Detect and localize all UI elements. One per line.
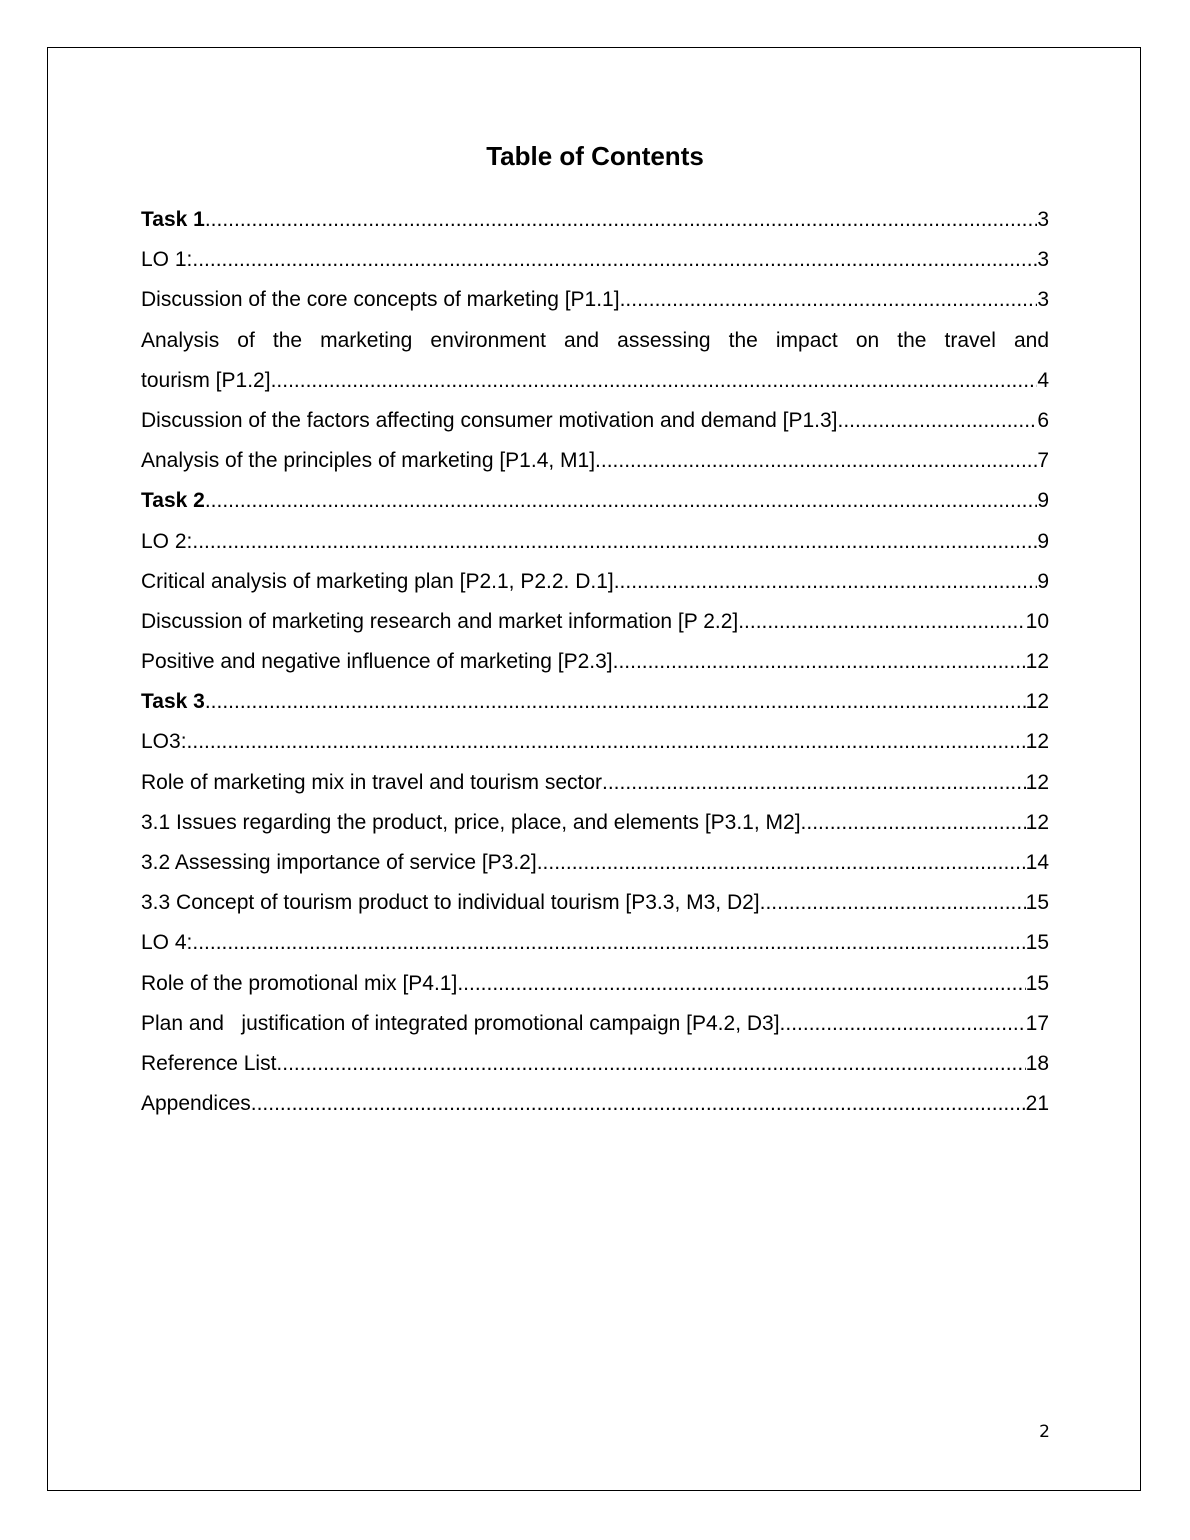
toc-entry-page: 9	[1037, 529, 1049, 553]
toc-entry-label: Appendices	[141, 1092, 251, 1116]
toc-entry-page: 9	[1037, 489, 1049, 513]
toc-entry-page: 12	[1025, 650, 1049, 674]
toc-entry-label: Plan and justification of integrated promotional campaign [P4.2, D3]	[141, 1011, 780, 1035]
toc-entry-label: 3.3 Concept of tourism product to individual tourism [P3.3, M3, D2]	[141, 891, 760, 915]
toc-leader-dots	[620, 280, 1038, 320]
toc-entry-page: 3	[1037, 248, 1049, 272]
toc-leader-dots	[205, 481, 1037, 521]
toc-entry-reference-list[interactable]	[141, 1044, 1049, 1084]
toc-entry-lo-4[interactable]	[141, 923, 1049, 963]
toc-entry-label: Discussion of marketing research and market information [P 2.2]	[141, 609, 739, 633]
toc-leader-dots	[205, 200, 1037, 240]
toc-entry-label: 3.2 Assessing importance of service [P3.2]	[141, 851, 537, 874]
toc-entry-page: 12	[1025, 730, 1049, 754]
toc-entry-principles-of-marketing[interactable]	[141, 441, 1049, 481]
toc-entry-page: 7	[1037, 449, 1049, 473]
toc-entry-label: LO 2:	[141, 529, 193, 553]
toc-entry-label: 3.1 Issues regarding the product, price, place, and elements [P3.1, M2]	[141, 810, 801, 834]
toc-entry-lo-3[interactable]	[141, 722, 1049, 762]
toc-entry-label: Positive and negative influence of marketing [P2.3]	[141, 650, 613, 674]
toc-entry-section-3-1[interactable]	[141, 803, 1049, 843]
toc-entry-page: 9	[1037, 569, 1049, 593]
toc-leader-dots	[614, 562, 1038, 602]
toc-leader-dots	[192, 522, 1037, 562]
toc-leader-dots	[780, 1004, 1026, 1044]
toc-leader-dots	[537, 843, 1026, 883]
toc-leader-dots	[192, 240, 1037, 280]
toc-entry-page: 4	[1037, 368, 1049, 392]
toc-entry-label: Analysis of the principles of marketing [P1.4, M1]	[141, 449, 596, 473]
toc-leader-dots	[760, 883, 1026, 923]
toc-leader-dots	[271, 361, 1038, 401]
toc-entry-label: Role of the promotional mix [P4.1]	[141, 971, 458, 995]
toc-entry-page: 12	[1025, 770, 1049, 794]
toc-leader-dots	[595, 441, 1037, 481]
toc-entry-page: 6	[1037, 408, 1049, 432]
toc-leader-dots	[192, 923, 1025, 963]
toc-entry-page: 15	[1025, 931, 1049, 955]
toc-entry-promotional-mix[interactable]	[141, 964, 1049, 1004]
toc-entry-task-3[interactable]	[141, 682, 1049, 722]
toc-entry-core-concepts[interactable]	[141, 280, 1049, 320]
page-number: 2	[1039, 1422, 1050, 1442]
toc-entry-lo-2[interactable]	[141, 522, 1049, 562]
toc-entry-label: Reference List	[141, 1051, 277, 1075]
toc-entry-promotional-campaign[interactable]	[141, 1004, 1049, 1044]
toc-entry-marketing-environment[interactable]	[141, 321, 1049, 401]
toc-leader-dots	[838, 401, 1038, 441]
toc-leader-dots	[613, 642, 1026, 682]
toc-entry-appendices[interactable]	[141, 1084, 1049, 1124]
toc-entry-label: Discussion of the factors affecting consumer motivation and demand [P1.3]	[141, 408, 838, 432]
toc-entry-label: LO 4:	[141, 931, 193, 955]
toc-entry-task-2[interactable]	[141, 481, 1049, 521]
toc-entry-marketing-mix[interactable]	[141, 763, 1049, 803]
toc-entry-page: 15	[1025, 971, 1049, 995]
toc-entry-label: Critical analysis of marketing plan [P2.1, P2.2. D.1]	[141, 569, 614, 593]
toc-entry-page: 12	[1025, 810, 1049, 834]
toc-entry-label: Role of marketing mix in travel and tourism sector	[141, 770, 603, 794]
toc-entry-page: 3	[1037, 288, 1049, 312]
toc-entry-marketing-research[interactable]	[141, 602, 1049, 642]
toc-entry-label: Discussion of the core concepts of marketing [P1.1]	[141, 288, 620, 312]
toc-entry-page: 10	[1025, 609, 1049, 633]
toc-entry-label: Task 2	[141, 489, 205, 513]
toc-leader-dots	[276, 1044, 1025, 1084]
toc-entry-page: 21	[1025, 1092, 1049, 1116]
toc-entry-line2	[141, 361, 1049, 401]
toc-entry-marketing-plan[interactable]	[141, 562, 1049, 602]
toc-entry-task-1[interactable]	[141, 200, 1049, 240]
toc-entry-section-3-2[interactable]	[141, 843, 1049, 883]
toc-entry-page: 17	[1025, 1011, 1049, 1035]
toc-title: Table of Contents	[486, 141, 704, 171]
toc-entry-influence-of-marketing[interactable]	[141, 642, 1049, 682]
toc-entry-page: 3	[1037, 208, 1049, 231]
toc-entry-page: 18	[1025, 1051, 1049, 1075]
toc-entry-lo-1[interactable]	[141, 240, 1049, 280]
toc-entry-label: LO3:	[141, 730, 187, 754]
toc-leader-dots	[738, 602, 1025, 642]
toc-entry-section-3-3[interactable]	[141, 883, 1049, 923]
toc-entry-page: 15	[1025, 891, 1049, 915]
toc-entry-label-line2: tourism [P1.2]	[141, 368, 271, 392]
toc-leader-dots	[602, 763, 1026, 803]
toc-leader-dots	[251, 1084, 1026, 1124]
toc-entry-label: LO 1:	[141, 248, 193, 272]
toc-entry-label: Task 1	[141, 208, 205, 231]
toc-list	[141, 200, 1049, 1124]
toc-entry-label: Task 3	[141, 690, 205, 714]
toc-entry-page: 14	[1025, 851, 1049, 874]
toc-leader-dots	[187, 722, 1026, 762]
toc-entry-consumer-motivation[interactable]	[141, 401, 1049, 441]
toc-leader-dots	[205, 682, 1026, 722]
toc-leader-dots	[457, 964, 1025, 1004]
toc-entry-label-line1: Analysis of the marketing environment and assessing the impact on the travel and	[141, 328, 1049, 352]
toc-leader-dots	[801, 803, 1026, 843]
toc-entry-page: 12	[1025, 690, 1049, 714]
